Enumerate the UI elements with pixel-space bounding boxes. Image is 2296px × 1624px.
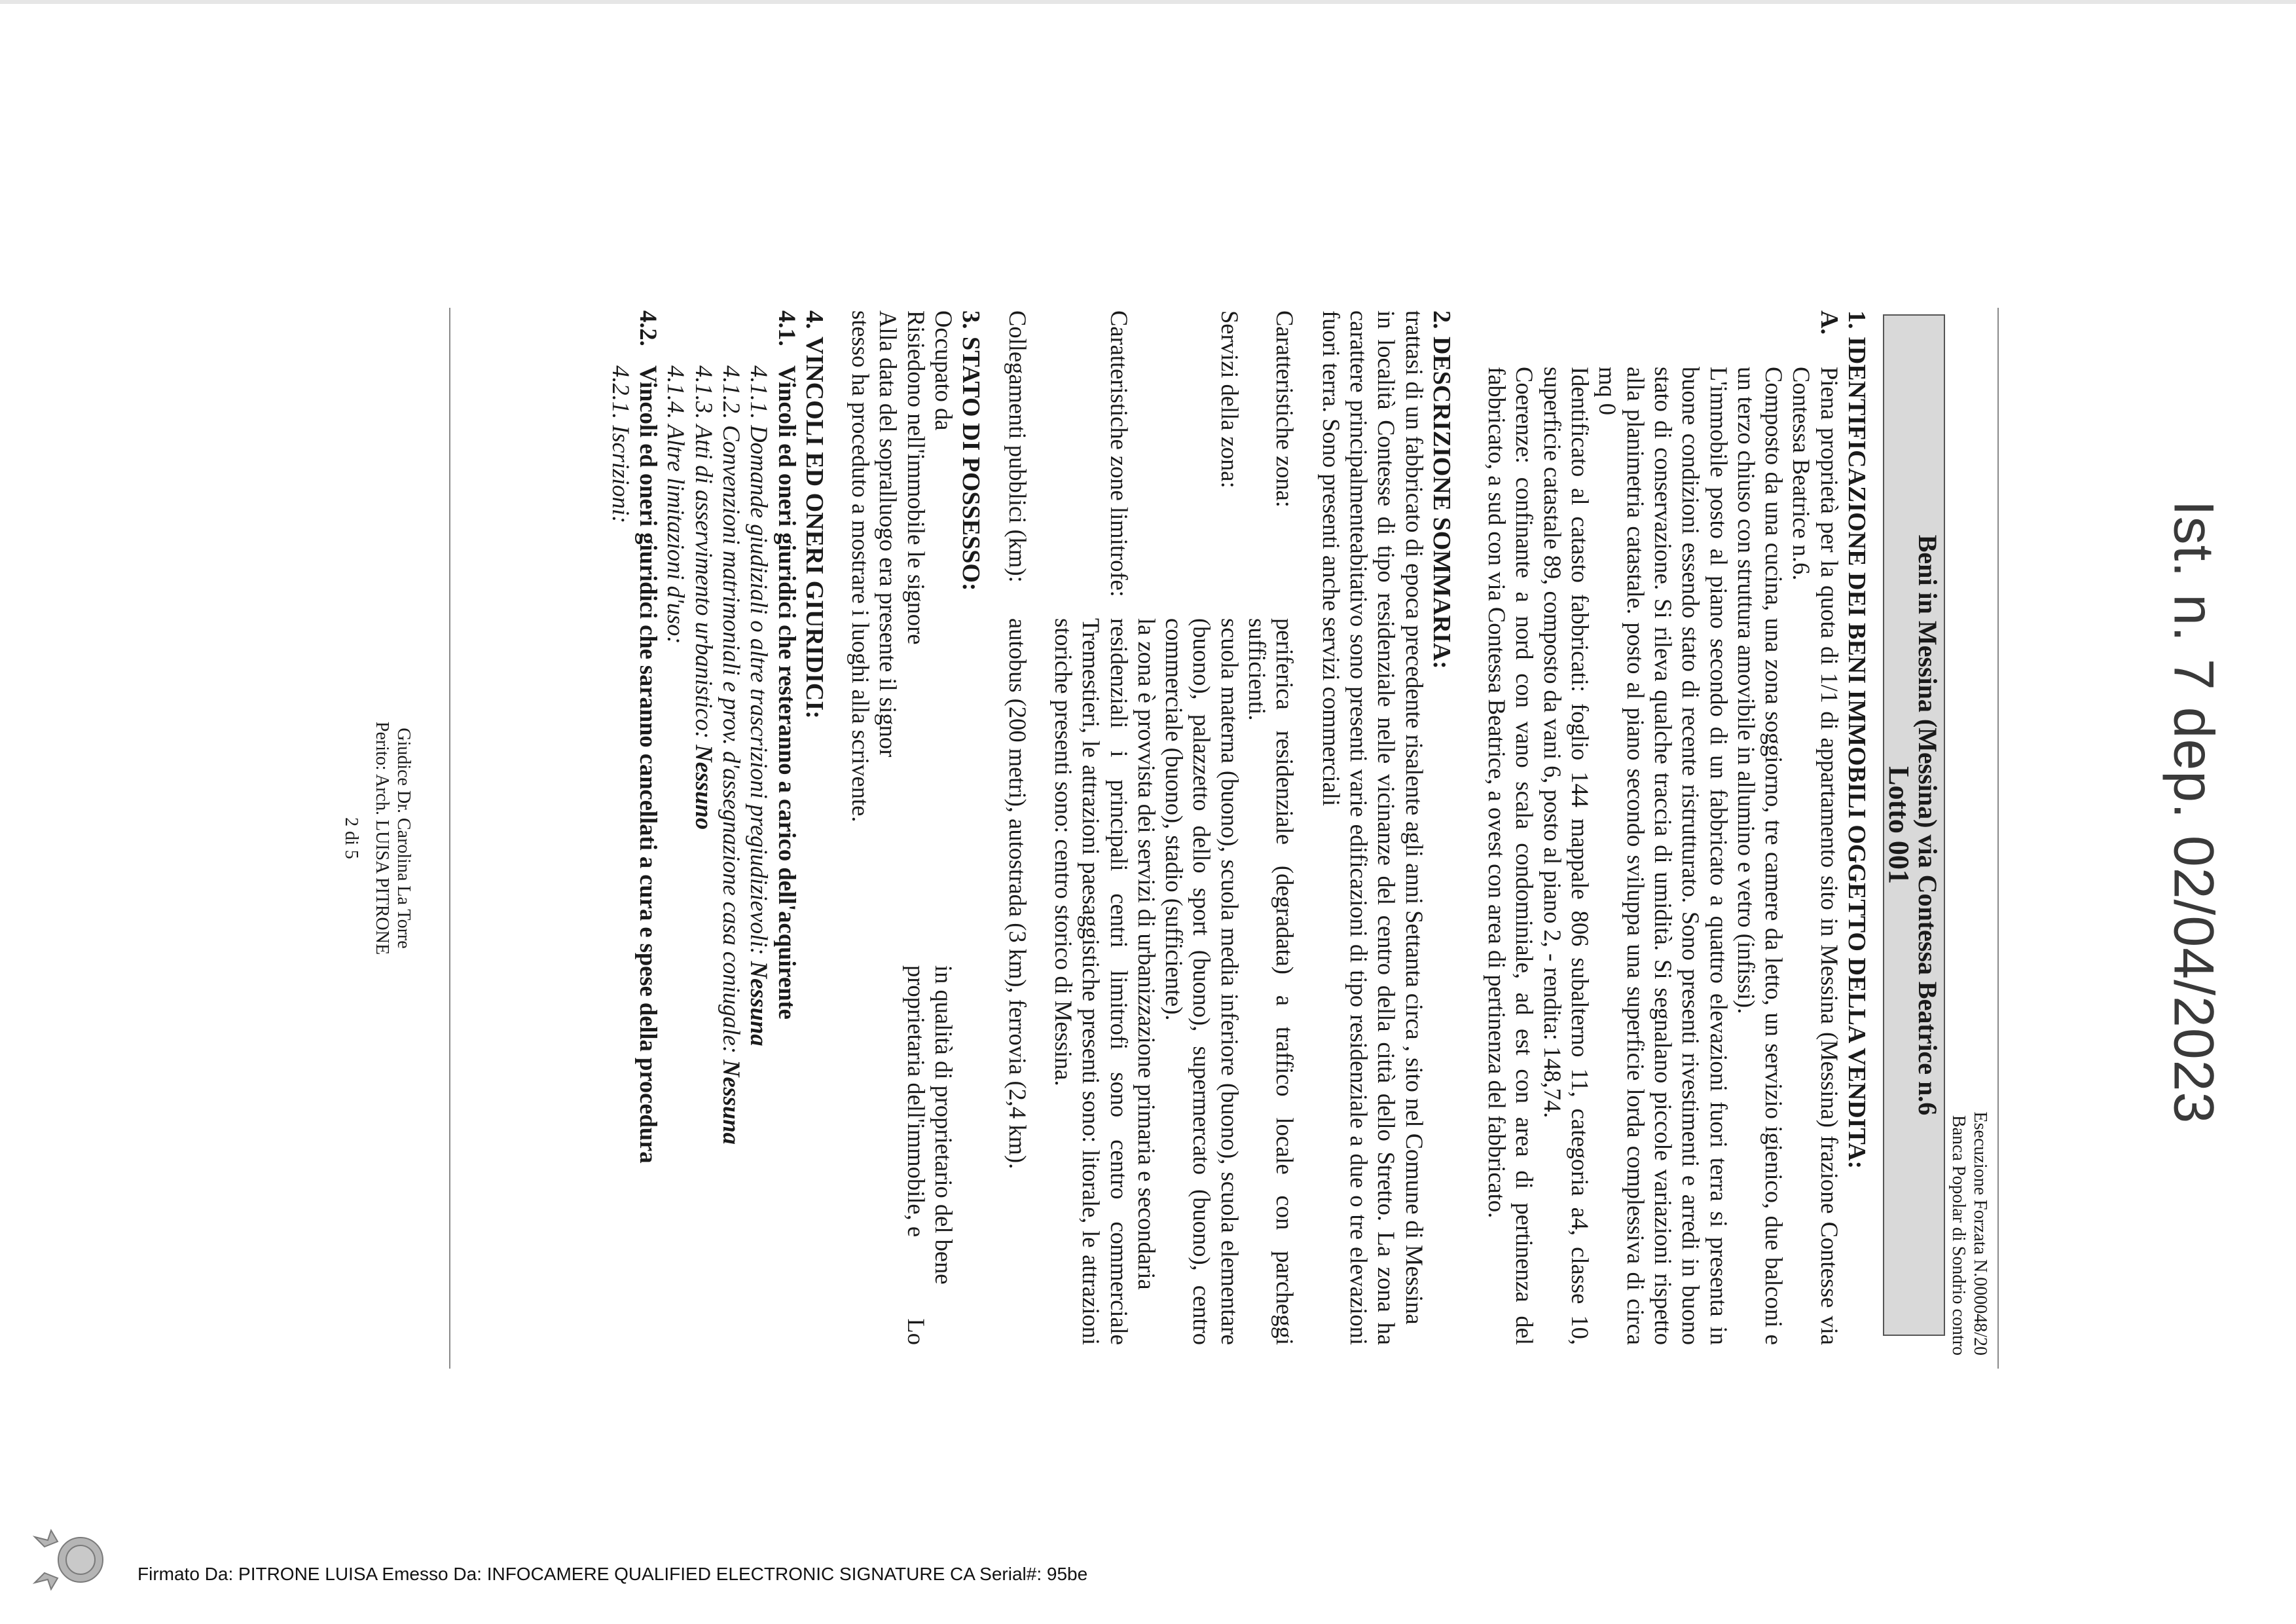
item-4-2-1: 4.2.1. Iscrizioni: <box>607 365 634 524</box>
page-number: 2 di 5 <box>341 817 361 859</box>
lot-title-box <box>1883 314 1945 1336</box>
page-header <box>1948 1112 1991 1356</box>
occupancy-line-4: stesso ha proceduto a mostrare i luoghi alla scrivente. <box>847 310 875 822</box>
section-3-heading: 3.STATO DI POSSESSO: <box>957 310 985 591</box>
occupancy-line-1: Occupato da in qualità di proprietario del bene <box>930 310 958 1285</box>
section-4-2-heading: 4.2.Vincoli ed oneri giuridici che saranno cancellati a cura e spese della procedura <box>635 310 663 1164</box>
item-4-1-1: 4.1.1. Domande giudiziali o altre trascrizioni pregiudizievoli: Nessuna <box>746 365 773 1046</box>
signature-seal-icon <box>31 1527 117 1593</box>
section-1a-condition: L'immobile posto al piano secondo di un fabbricato a quattro elevazioni fuori terra si presenta in buone condizioni essendo stato di recente ristrutturato. Sono presenti rivestimenti e arredi in buono stato di conservazione. Si rileva qualche traccia di umidità. Si segnalano piccole variazioni rispetto alla planimetria catastale. posto al piano secondo sviluppa una superficie lorda complessiva di circa mq 0 <box>1594 367 1732 1345</box>
section-1-heading: 1.IDENTIFICAZIONE DEI BENI IMMOBILI OGGETTO DELLA VENDITA: <box>1843 310 1870 1170</box>
page-top-edge <box>0 0 2296 4</box>
section-1a-composition: Composto da una cucina, una zona soggiorno, tre camere da letto, un servizio igienico, due balconi e un terzo chiuso con struttura amovibile in allumino e vetro (infissi). <box>1732 367 1788 1345</box>
procedure-number: Esecuzione Forzata N.000048/20 <box>1970 1111 1990 1356</box>
item-4-1-4: 4.1.4. Altre limitazioni d'uso: <box>663 365 690 644</box>
bottom-rule <box>449 308 450 1369</box>
document-page <box>198 308 1999 1369</box>
section-2-heading: 2.DESCRIZIONE SOMMARIA: <box>1427 310 1455 669</box>
judge-name: Giudice Dr. Carolina La Torre <box>393 728 414 949</box>
occupancy-line-3: Alla data del sopralluogo era presente il signor <box>875 310 902 758</box>
public-transport: Collegamenti pubblici (km): autobus (200 metri), autostrada (3 km), ferrovia (2,4 km). <box>1004 310 1031 1170</box>
property-title: Beni in Messina (Messina) via Contessa Beatrice n.6 <box>1913 534 1942 1116</box>
page-footer <box>340 308 414 1369</box>
neighbouring-zones: Caratteristiche zone limitrofe: residenziali i principali centri limitrofi sono centro commerciale Tremestieri, le attrazioni paesaggistiche presenti sono: litorale, le attrazioni storiche presenti sono: centro storico di Messina. <box>1049 310 1133 1345</box>
deposit-stamp: Ist. n. 7 dep. 02/04/2023 <box>2162 500 2225 1124</box>
zone-services: Servizi della zona: scuola materna (buono), scuola media inferiore (buono), scuola elementare (buono), palazzetto dello sport (buono), supermercato (buono), centro commerciale (buono), stadio (sufficiente). la zona è provvista dei servizi di urbanizzazione primaria e secondaria <box>1133 310 1243 1345</box>
item-4-1-3: 4.1.3. Atti di asservimento urbanistico: Nessuno <box>690 365 718 830</box>
document-body <box>607 310 1870 1345</box>
lot-number: Lotto 001 <box>1883 766 1915 884</box>
section-4-1-heading: 4.1.Vincoli ed oneri giuridici che resteranno a carico dell'acquirente <box>773 310 801 1020</box>
section-1a: A. Piena proprietà per la quota di 1/1 di appartamento sito in Messina (Messina) frazione Contesse via Contessa Beatrice n.6. <box>1788 310 1843 1345</box>
zone-characteristics: Caratteristiche zona: periferica residenziale (degradata) a traffico locale con parcheggi sufficienti. <box>1244 310 1299 1345</box>
section-4-heading: 4.VINCOLI ED ONERI GIURIDICI: <box>800 310 828 719</box>
parties: Banca Popolar di Sondrio contro <box>1948 1115 1969 1356</box>
section-2-intro: trattasi di un fabbricato di epoca precedente risalente agli anni Settanta circa , sito nel Comune di Messina <box>1400 310 1428 1325</box>
digital-signature-line: Firmato Da: PITRONE LUISA Emesso Da: INFOCAMERE QUALIFIED ELECTRONIC SIGNATURE CA Serial#: 95be <box>137 1564 1088 1584</box>
occupancy-line-2: Risiedono nell'immobile le signore proprietaria dell'immobile, e Lo <box>902 310 930 1345</box>
section-1a-cadastral: Identificato al catasto fabbricati: foglio 144 mappale 806 subalterno 11, categoria a4, classe 10, superficie catastale 89, composto da vani 6, posto al piano 2, - rendita: 148,74. <box>1539 367 1594 1345</box>
top-rule <box>1997 308 1999 1369</box>
expert-name: Perito: Arch. LUISA PITRONE <box>372 721 392 955</box>
item-4-1-2: 4.1.2. Convenzioni matrimoniali e prov. d'assegnazione casa coniugale: Nessuna <box>718 365 746 1145</box>
section-2-location: in località Contesse di tipo residenziale nelle vicinanze del centro della città dello Stretto. La zona ha carattere principalmenteabitativo sono presenti varie edificazioni di tipo residenziale a due o tre elevazioni fuori terra. Sono presenti anche servizi commerciali <box>1317 310 1400 1345</box>
section-1a-boundaries: Coerenze: confinante a nord con vano scala condominiale, ad est con area di pertinenza del fabbricato, a sud con via Contessa Beatrice, a ovest con area di pertinenza del fabbricato. <box>1484 367 1539 1345</box>
